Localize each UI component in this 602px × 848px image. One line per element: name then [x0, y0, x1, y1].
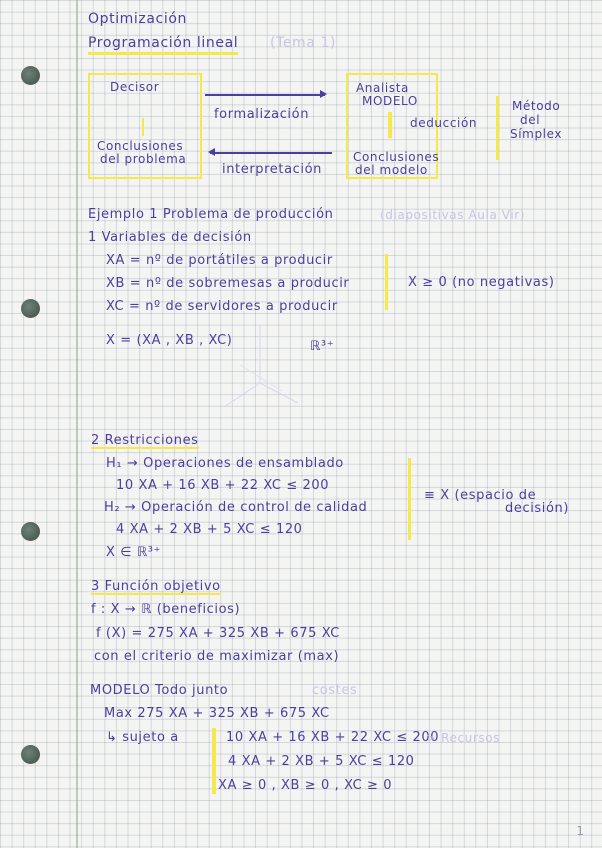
metodo-label-3: Símplex	[510, 127, 563, 141]
costes-note: costes	[312, 683, 358, 698]
constraint-3: XA ≥ 0 , XB ≥ 0 , XC ≥ 0	[218, 778, 393, 793]
espacio-label-1: ≡ X (espacio de	[424, 488, 537, 503]
binder-hole	[21, 522, 40, 541]
restrictions-bracket	[408, 458, 411, 540]
section-1-title: 1 Variables de decisión	[88, 230, 252, 245]
formalizacion-arrow	[205, 94, 325, 96]
title-programacion-lineal: Programación lineal	[88, 36, 238, 55]
margin-line	[76, 0, 78, 848]
title-tema: (Tema 1)	[270, 35, 337, 51]
constraint-1: 10 XA + 16 XB + 22 XC ≤ 200	[226, 730, 440, 745]
page-number: 1	[576, 824, 584, 838]
binder-hole	[21, 66, 40, 85]
metodo-label-2: del	[520, 113, 541, 127]
section-2-title: 2 Restricciones	[91, 433, 199, 448]
section-3-title: 3 Función objetivo	[91, 579, 221, 594]
constraints-bracket	[212, 728, 216, 794]
problem-down-arrow	[142, 118, 144, 136]
concl-modelo-label-2: del modelo	[355, 163, 428, 177]
metodo-bracket	[496, 96, 499, 160]
example-heading: Ejemplo 1 Problema de producción	[88, 207, 334, 222]
espacio-label-2: decisión)	[505, 501, 570, 516]
h2-label: H₂ → Operación de control de calidad	[104, 500, 368, 515]
concl-modelo-label-1: Conclusiones	[353, 150, 440, 164]
objective-criterion: con el criterio de maximizar (max)	[94, 649, 340, 664]
concl-problema-label-1: Conclusiones	[97, 139, 184, 153]
axes-sketch	[220, 325, 300, 415]
max-equation: Max 275 XA + 325 XB + 675 XC	[104, 706, 330, 721]
sujeto-a-label: ↳ sujeto a	[106, 730, 179, 745]
h1-label: H₁ → Operaciones de ensamblado	[106, 456, 344, 471]
metodo-label-1: Método	[512, 99, 561, 113]
binder-hole	[21, 745, 40, 764]
h1-equation: 10 XA + 16 XB + 22 XC ≤ 200	[116, 478, 330, 493]
model-down-arrow	[388, 112, 392, 138]
interpretacion-arrow	[210, 152, 332, 154]
decisor-label: Decisor	[110, 80, 160, 94]
nonneg-label: X ≥ 0 (no negativas)	[408, 275, 555, 290]
var-xc: XC = nº de servidores a producir	[106, 299, 338, 314]
binder-hole	[21, 299, 40, 318]
objective-equation: f (X) = 275 XA + 325 XB + 675 XC	[96, 626, 340, 641]
title-optimizacion: Optimización	[88, 11, 187, 27]
interpretacion-label: interpretación	[222, 162, 323, 177]
deduccion-label: deducción	[410, 116, 478, 130]
formalizacion-label: formalización	[214, 107, 310, 122]
vars-bracket	[385, 254, 388, 310]
objective-definition: f : X → ℝ (beneficios)	[91, 602, 241, 617]
r3-label: ℝ³⁺	[310, 339, 335, 354]
modelo-label: MODELO	[362, 94, 418, 108]
modelo-title: MODELO Todo junto	[90, 683, 229, 698]
decision-vector: X = (XA , XB , XC)	[106, 333, 233, 348]
concl-problema-label-2: del problema	[100, 152, 187, 166]
constraint-2: 4 XA + 2 XB + 5 XC ≤ 120	[228, 754, 415, 769]
analista-label: Analista	[356, 81, 409, 95]
recursos-note: > Recursos	[426, 731, 501, 745]
x-in-r3: X ∈ ℝ³⁺	[106, 545, 162, 560]
example-heading-note: (diapositivas Aula Vir)	[380, 208, 526, 222]
h2-equation: 4 XA + 2 XB + 5 XC ≤ 120	[116, 522, 303, 537]
var-xb: XB = nº de sobremesas a producir	[106, 276, 350, 291]
var-xa: XA = nº de portátiles a producir	[106, 253, 333, 268]
